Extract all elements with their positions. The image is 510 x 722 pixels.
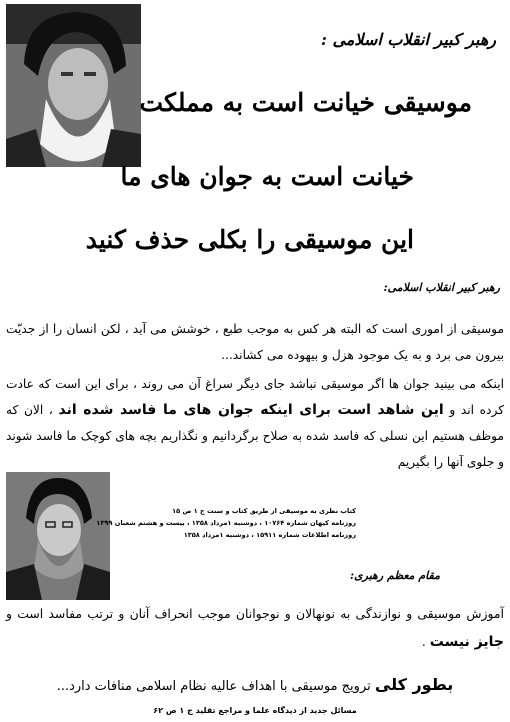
paragraph-1-text: موسیقی از اموری است که البته هر کس به موجب طبع ، خوشش می آید ، لکن انسان را از جدیّت بیرون می برد و به یک موجود هزل و بیهوده می کشاند... xyxy=(6,322,504,362)
portrait-photo-top xyxy=(6,4,141,167)
statement-end: . xyxy=(421,634,430,649)
paragraph-1 xyxy=(6,316,504,368)
quote-line-3: این موسیقی را بکلی حذف کنید xyxy=(85,225,414,254)
statement-paragraph xyxy=(6,600,504,656)
statement-bold: جایز نیست xyxy=(429,634,504,650)
source-list xyxy=(96,505,356,541)
source-item: روزنامه کیهان شماره ۱۰۷۶۴ ، دوشنبه ۱مرداد ۱۳۵۸ ، بیست و هشتم شعبان ۱۳۹۹ xyxy=(96,519,356,527)
paragraph-2-bold: این شاهد است برای اینکه جوان های ما فاسد شده اند xyxy=(58,402,444,418)
general-statement xyxy=(6,675,504,694)
general-bold: بطور کلی xyxy=(374,675,454,694)
quote-line-1: موسیقی خیانت است به مملکت xyxy=(139,88,472,117)
source-item: روزنامه اطلاعات شماره ۱۵۹۱۱ ، دوشنبه ۱مرداد ۱۳۵۸ xyxy=(183,531,356,539)
portrait-photo-bottom xyxy=(6,472,110,600)
paragraph-2-text-a: اینکه می بینید جوان ها اگر موسیقی نباشد جای دیگر سراغ آن می روند ، برای این است که عادت کرده اند و xyxy=(6,377,504,417)
paragraph-2-text-b: ، الان که موظف هستیم این نسلی که فاسد شده به صلاح برگردانیم و نگذاریم بچه های کوچک ما فاسد شوند و جلوی آنها را بگیریم xyxy=(6,403,504,469)
general-text: ترویج موسیقی با اهداف عالیه نظام اسلامی منافات دارد... xyxy=(56,679,375,694)
paragraph-2 xyxy=(6,371,504,475)
quote-line-2: خیانت است به جوان های ما xyxy=(120,162,414,191)
supreme-leader-label: مقام معظم رهبری: xyxy=(350,569,440,582)
source-item: کتاب نظری به موسیقی از طریق کتاب و سنت ج ۱ ص ۱۵ xyxy=(172,507,356,515)
leader-title: رهبر کبیر انقلاب اسلامی : xyxy=(320,30,496,49)
bottom-source: مسائل جدید از دیدگاه علما و مراجع تقلید ج ۱ ص ۶۲ xyxy=(153,706,357,715)
signature-leader: رهبر کبیر انقلاب اسلامی: xyxy=(383,281,500,294)
statement-text: آموزش موسیقی و نوازندگی به نونهالان و نوجوانان موجب انحراف آنان و ترتب مفاسد است و xyxy=(6,606,504,621)
